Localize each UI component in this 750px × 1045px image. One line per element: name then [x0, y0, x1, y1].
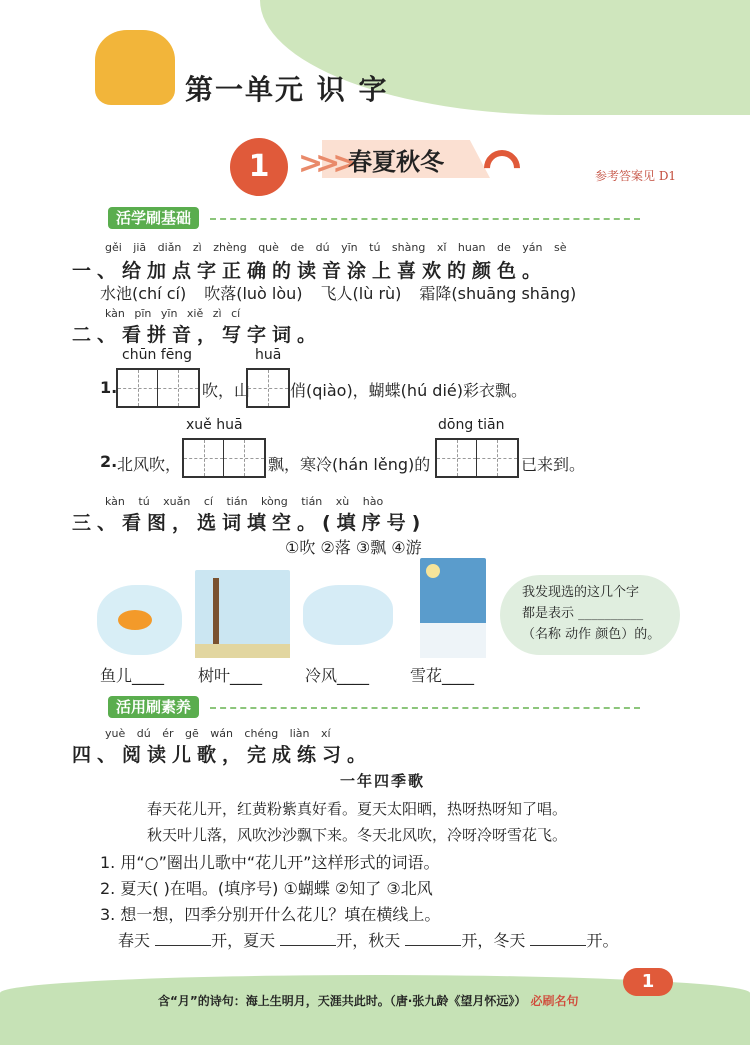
blank[interactable] [155, 932, 211, 946]
poem-line: 秋天叶儿落，风吹沙沙飘下来。冬天北风吹，冷呀冷呀雪花飞。 [147, 826, 568, 844]
blank[interactable] [405, 932, 461, 946]
season-label: 开，夏天 [211, 931, 276, 950]
pinyin: dōng tiān [438, 417, 505, 433]
pinyin: chūn fēng [122, 347, 193, 363]
q4-item[interactable]: 2. 夏天( )在唱。(填序号) ①蝴蝶 ②知了 ③北风 [100, 879, 433, 898]
q3-options: ①吹 ②落 ③飘 ④游 [285, 538, 422, 557]
q4-item: 3. 想一想，四季分别开什么花儿？填在横线上。 [100, 905, 441, 924]
sentence-text: 吹，山 [202, 381, 251, 400]
writing-box[interactable] [246, 368, 290, 408]
q2-pinyin: kàn pīn yīn xiě zì cí [105, 307, 241, 320]
page-number: 1 [623, 968, 673, 996]
q1-items [100, 281, 576, 304]
bubble-line: （名称 动作 颜色）的。 [522, 627, 661, 642]
q3-pinyin: kàn tú xuǎn cí tián kòng tián xù hào [105, 495, 384, 508]
q1-heading: 一、给加点字正确的读音涂上喜欢的颜色。 [72, 260, 548, 282]
sentence-text: 北风吹， [117, 455, 182, 474]
q1-item[interactable]: 水池(chí cí) [100, 284, 187, 303]
q4-item: 1. 用“○”圈出儿歌中“花儿开”这样形式的词语。 [100, 853, 440, 872]
writing-box[interactable] [182, 438, 266, 478]
mascot-illustration [95, 30, 175, 105]
sentence-text: 俏(qiào)，蝴蝶(hú dié)彩衣飘。 [290, 381, 527, 400]
blank[interactable] [530, 932, 586, 946]
q1-item[interactable]: 吹落(luò lòu) [204, 284, 303, 303]
season-label: 开，秋天 [336, 931, 401, 950]
item-number: 1. [100, 378, 118, 397]
writing-box[interactable] [116, 368, 200, 408]
sentence-text: 飘，寒冷(hán lěng)的 [268, 455, 431, 474]
season-label: 开。 [586, 931, 619, 950]
q1-item[interactable]: 霜降(shuāng shāng) [419, 284, 577, 303]
lesson-number-badge: 1 [230, 138, 288, 196]
bubble-line[interactable]: 都是表示 __________ [522, 606, 644, 621]
chevron-icon: >>> [298, 146, 350, 181]
footer-quote [158, 992, 579, 1009]
fill-label[interactable]: 冷风____ [305, 666, 370, 685]
lesson-title: 春夏秋冬 [348, 148, 444, 176]
footer-text: 含“月”的诗句：海上生明月，天涯共此时。（唐·张九龄《望月怀远》） [158, 994, 527, 1008]
item-number: 2. [100, 452, 118, 471]
q1-item[interactable]: 飞人(lù rù) [320, 284, 402, 303]
divider [210, 707, 640, 709]
writing-box[interactable] [435, 438, 519, 478]
wind-cloud-image [303, 585, 393, 645]
poem-line: 春天花儿开，红黄粉紫真好看。夏天太阳晒，热呀热呀知了唱。 [147, 800, 568, 818]
bubble-line: 我发现选的这几个字 [522, 585, 640, 600]
decor-swirl-icon [477, 143, 528, 194]
q4-fill-row [118, 928, 618, 951]
season-label: 春天 [118, 931, 151, 950]
fill-label[interactable]: 树叶____ [198, 666, 263, 685]
q4-heading: 四、阅读儿歌，完成练习。 [72, 744, 373, 766]
fill-label[interactable]: 雪花____ [410, 666, 475, 685]
fill-label[interactable]: 鱼儿____ [100, 666, 165, 685]
section-label-applied: 活用刷素养 [108, 696, 199, 718]
section-label-basic: 活学刷基础 [108, 207, 199, 229]
fish-icon [118, 610, 152, 630]
answer-reference: 参考答案见 D1 [595, 169, 677, 183]
q3-heading: 三、看图，选词填空。(填序号) [72, 512, 427, 534]
pinyin: huā [255, 347, 282, 363]
divider [210, 218, 640, 220]
q1-pinyin: gěi jiā diǎn zì zhèng què de dú yīn tú shàng xǐ huan de yán sè [105, 241, 567, 254]
falling-leaves-image [195, 570, 290, 658]
snow-scene-image [420, 558, 486, 658]
q2-heading: 二、看拼音，写字词。 [72, 324, 323, 346]
sentence-text: 已来到。 [521, 455, 586, 474]
q4-pinyin: yuè dú ér gē wán chéng liàn xí [105, 727, 331, 740]
blank[interactable] [280, 932, 336, 946]
season-label: 开，冬天 [461, 931, 526, 950]
brand-logo: 必刷名句 [530, 994, 579, 1008]
unit-title: 第一单元 识 字 [185, 73, 389, 106]
pinyin: xuě huā [186, 417, 243, 433]
poem-title: 一年四季歌 [340, 772, 426, 790]
bubble-text [522, 582, 687, 645]
